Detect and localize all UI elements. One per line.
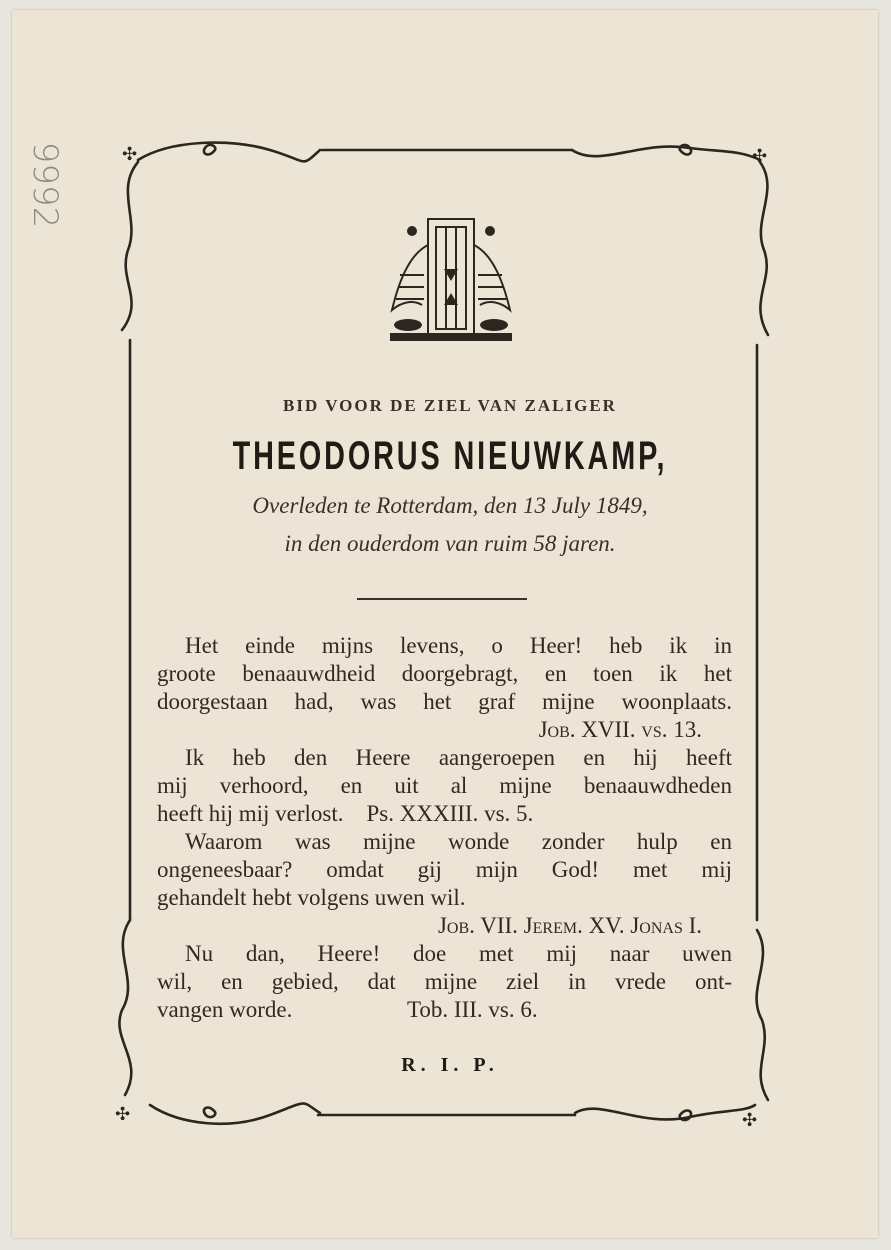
verse-line: doorgestaan had, was het graf mijne woonplaats.	[157, 689, 732, 714]
verse-line: heeft hij mij verlost. Ps. XXXIII. vs. 5.	[157, 801, 534, 826]
verse-line: Waarom was mijne wonde zonder hulp en	[185, 829, 732, 854]
verse-line: ongeneesbaar? omdat gij mijn God! met mij	[157, 857, 732, 882]
closing-rip: R. I. P.	[401, 1054, 499, 1076]
verse-1	[157, 632, 732, 744]
verse-line: Nu dan, Heere! doe met mij naar uwen	[185, 941, 732, 966]
verse-3	[157, 828, 732, 940]
prayer-header: BID VOOR DE ZIEL VAN ZALIGER	[283, 396, 617, 415]
fleuron-icon-top-right: ✣	[752, 146, 768, 167]
verse-line: wil, en gebied, dat mijne ziel in vrede ont-	[157, 969, 732, 994]
verse-line: mij verhoord, en uit al mijne benaauwdheden	[157, 773, 732, 798]
age-details: in den ouderdom van ruim 58 jaren.	[284, 531, 616, 556]
verse-line: Het einde mijns levens, o Heer! heb ik in	[185, 633, 732, 658]
verse-line: Ik heb den Heere aangeroepen en hij heeft	[185, 745, 732, 770]
hourglass-emblem-icon	[388, 215, 514, 345]
verse-4	[157, 940, 732, 1024]
fleuron-icon-top-left: ✣	[122, 144, 138, 165]
archive-number: 9992	[25, 141, 65, 229]
verse-line: vangen worde. Tob. III. vs. 6.	[157, 997, 538, 1022]
death-details: Overleden te Rotterdam, den 13 July 1849,	[252, 493, 648, 518]
fleuron-icon-bottom-right: ✣	[742, 1110, 758, 1131]
verse-reference: Job. VII. Jerem. XV. Jonas I.	[437, 913, 702, 938]
verse-line: gehandelt hebt volgens uwen wil.	[157, 885, 466, 910]
verse-line: groote benaauwdheid doorgebragt, en toen ik het	[157, 661, 732, 686]
divider-rule	[357, 598, 527, 600]
deceased-name: THEODORUS NIEUWKAMP,	[232, 434, 668, 478]
verse-2	[157, 744, 732, 828]
fleuron-icon-bottom-left: ✣	[115, 1104, 131, 1125]
verse-reference: Job. XVII. vs. 13.	[538, 717, 702, 742]
